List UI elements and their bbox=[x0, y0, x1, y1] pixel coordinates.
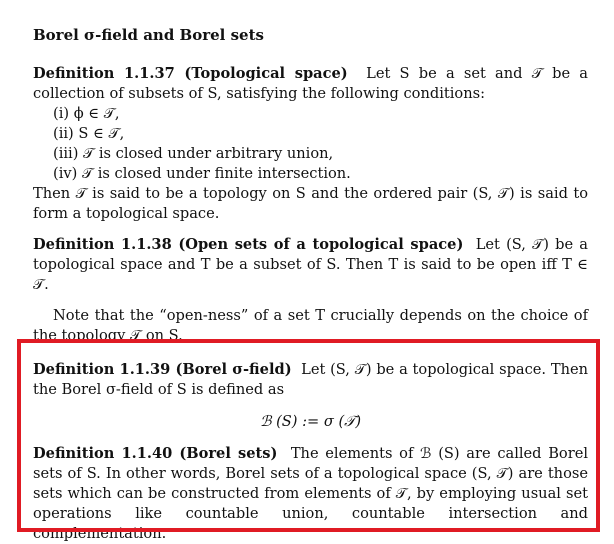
note-paragraph: Note that the “open-ness” of a set T crucially depends on the choice of the topology 𝒯 on S. bbox=[33, 307, 588, 344]
definition-text: The elements of ℬ (S) are called Borel sets of S. In other words, Borel sets of a topological space (S, 𝒯) are those sets which can be constructed from elements of 𝒯, by employing usual set operations like countable union, countable intersection and complementation. bbox=[33, 445, 588, 542]
condition-item: (i) ϕ ∈ 𝒯, bbox=[53, 105, 120, 122]
definition-label: Definition 1.1.37 (Topological space) bbox=[33, 65, 348, 82]
display-equation: ℬ (S) := σ (𝒯) bbox=[259, 413, 362, 430]
definition-conclusion: Then 𝒯 is said to be a topology on S and the ordered pair (S, 𝒯) is said to form a topological space. bbox=[33, 185, 588, 222]
definition-label: Definition 1.1.38 (Open sets of a topological space) bbox=[33, 236, 464, 253]
definition-label: Definition 1.1.39 (Borel σ-field) bbox=[33, 361, 292, 378]
definition-1-1-38 bbox=[33, 235, 588, 295]
condition-item: (iii) 𝒯 is closed under arbitrary union, bbox=[53, 145, 334, 162]
condition-item: (iv) 𝒯 is closed under finite intersection. bbox=[53, 165, 351, 182]
definition-1-1-40 bbox=[33, 444, 588, 544]
definition-text: Let (S, 𝒯) be a topological space. Then the Borel σ-field of S is defined as bbox=[33, 361, 589, 398]
definition-1-1-39 bbox=[33, 360, 588, 432]
definition-label: Definition 1.1.40 (Borel sets) bbox=[33, 445, 278, 462]
definition-1-1-37 bbox=[33, 64, 588, 224]
page-content bbox=[33, 24, 588, 544]
definition-text: Let (S, 𝒯) be a topological space and T be a subset of S. Then T is said to be open iff T ∈ 𝒯. bbox=[33, 236, 588, 293]
section-title: Borel σ-field and Borel sets bbox=[33, 26, 264, 44]
definition-text: Let S be a set and 𝒯 be a collection of subsets of S, satisfying the following conditions: bbox=[33, 65, 588, 102]
condition-item: (ii) S ∈ 𝒯, bbox=[53, 125, 125, 142]
